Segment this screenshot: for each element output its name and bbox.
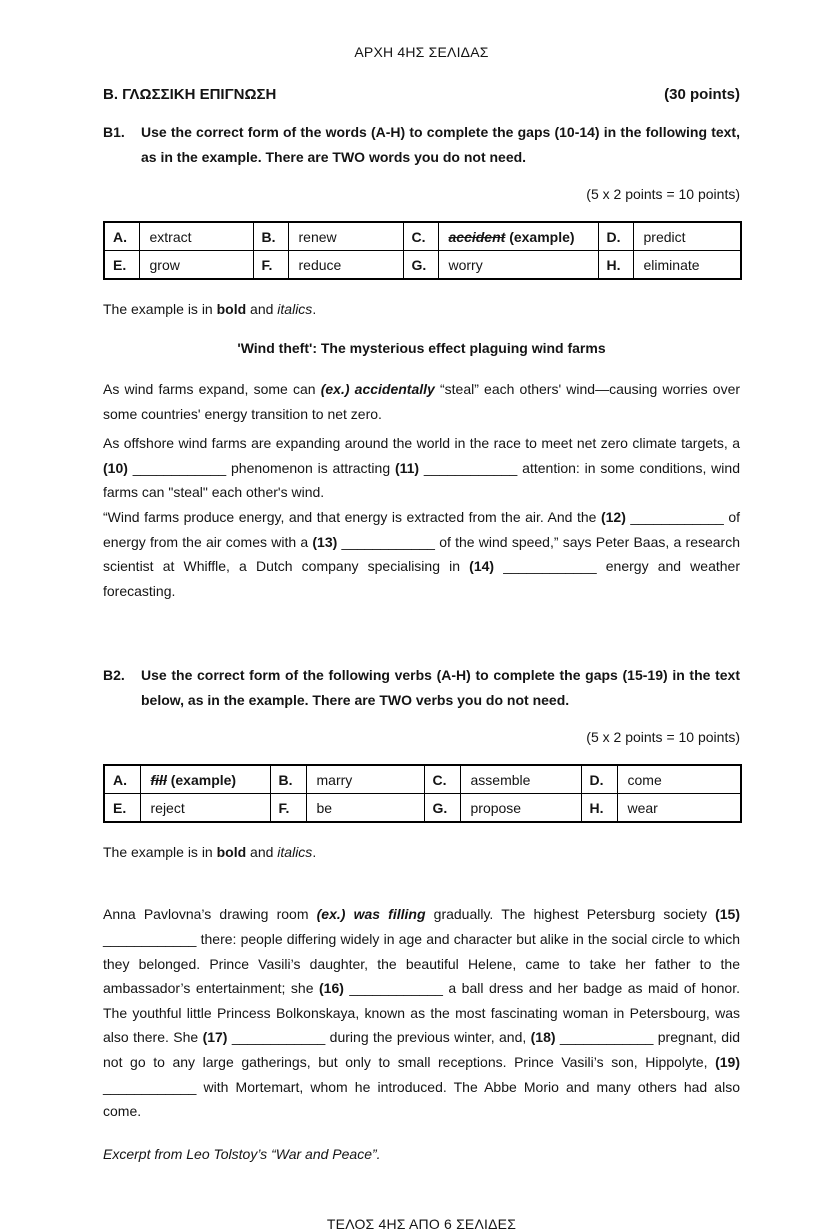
section-heading <box>103 86 740 103</box>
text-segment: (15) <box>715 906 740 923</box>
word-letter-cell: D. <box>598 222 633 251</box>
word-letter-cell: E. <box>104 794 140 823</box>
text-segment: (13) <box>312 533 338 550</box>
text-segment: gradually. The highest Petersburg society <box>425 906 716 923</box>
word-letter-cell: F. <box>253 251 288 280</box>
text-segment: (14) <box>469 558 495 575</box>
text-segment: be <box>316 799 333 816</box>
word-letter-cell: B. <box>270 765 306 794</box>
word-letter-cell: D. <box>581 765 617 794</box>
b2-word-table <box>103 764 742 823</box>
text-segment: (17) <box>202 1029 228 1046</box>
word-table-row <box>104 251 741 280</box>
text-segment: (16) <box>319 980 344 997</box>
word-cell <box>617 794 741 823</box>
text-segment: ____________ during the previous winter, and, <box>227 1029 531 1046</box>
b1-instruction-text: Use the correct form of the words (A-H) to complete the gaps (10-14) in the following text, as in the example. There are TWO words you do not need. <box>141 124 740 165</box>
text-segment: ____________ of the wind speed,” says Peter Baas, a research scientist at Whiffle, a Dutch company specialising in <box>103 533 740 575</box>
text-segment: (example) <box>166 771 237 788</box>
text-segment: ____________ phenomenon is attracting <box>127 459 395 476</box>
word-cell <box>140 765 270 794</box>
word-cell <box>438 222 598 251</box>
b1-example-note <box>103 301 740 317</box>
text-segment: (19) <box>715 1053 740 1070</box>
word-letter-cell: H. <box>581 794 617 823</box>
text-segment: (11) <box>394 459 420 476</box>
section-points: (30 points) <box>664 86 740 103</box>
word-letter-cell: G. <box>403 251 438 280</box>
page-footer: ΤΕΛΟΣ 4ΗΣ ΑΠΟ 6 ΣΕΛΙΔΕΣ <box>326 1215 517 1232</box>
text-segment: (18) <box>530 1029 556 1046</box>
text-segment: (12) <box>600 508 626 525</box>
text-segment: propose <box>470 799 522 816</box>
b1-paragraph-1 <box>103 377 740 426</box>
text-segment: As offshore wind farms are expanding around the world in the race to meet net zero climate targets, a <box>103 435 740 452</box>
text-segment: ____________ energy and weather forecasting. <box>103 558 740 599</box>
text-segment: italics <box>277 301 313 317</box>
b1-text-title: 'Wind theft': The mysterious effect plaguing wind farms <box>237 340 606 356</box>
word-cell <box>460 794 581 823</box>
text-segment: . <box>312 301 317 317</box>
text-segment: (10) <box>103 459 128 476</box>
text-segment: renew <box>298 228 337 245</box>
b1-instruction-block <box>103 120 740 170</box>
text-segment: The example is in <box>103 301 217 317</box>
b2-instruction-text: Use the correct form of the following verbs (A-H) to complete the gaps (15-19) in the text below, as in the example. There are TWO verbs you do not need. <box>141 667 740 709</box>
word-letter-cell: C. <box>403 222 438 251</box>
word-cell <box>288 222 403 251</box>
word-cell <box>460 765 581 794</box>
word-letter-cell: F. <box>270 794 306 823</box>
word-letter-cell: G. <box>424 794 460 823</box>
b1-points-note: (5 x 2 points = 10 points) <box>586 186 740 202</box>
b2-label: B2. <box>103 667 125 684</box>
word-cell <box>306 794 424 823</box>
text-segment: worry <box>448 256 483 273</box>
word-cell <box>139 251 253 280</box>
word-cell <box>140 794 270 823</box>
text-segment: ____________ a ball dress and her badge as maid of honor. The youthful little Princess Bolkonskaya, known as the most fascinating woman in Petersbourg, was also there. She <box>103 980 740 1046</box>
text-segment: fill <box>150 771 167 788</box>
text-segment: (ex.) <box>316 906 346 923</box>
b2-instruction-block <box>103 663 740 713</box>
text-segment: (ex.) accidentally <box>320 381 435 397</box>
text-segment: grow <box>149 256 180 273</box>
word-cell <box>633 251 741 280</box>
word-cell <box>288 251 403 280</box>
text-segment: wear <box>627 799 658 816</box>
text-segment <box>345 906 353 922</box>
b2-example-note <box>103 844 740 860</box>
text-segment: ____________ pregnant, did not go to any large gatherings, but only to small receptions. Prince Vasili’s son, Hippolyte, <box>103 1029 740 1070</box>
text-segment: . <box>312 844 317 861</box>
text-segment: “steal” each others' wind—causing worries over some countries' energy transition to net zero. <box>103 381 741 422</box>
word-cell <box>306 765 424 794</box>
text-segment: come <box>627 771 662 788</box>
text-segment: ____________ of energy from the air comes with a <box>103 508 740 550</box>
b1-paragraph-2 <box>103 431 740 505</box>
text-segment: was filling <box>353 906 426 923</box>
word-letter-cell: A. <box>104 222 139 251</box>
text-segment: and <box>246 301 278 317</box>
word-cell <box>617 765 741 794</box>
text-segment: Anna Pavlovna’s drawing room <box>103 906 317 923</box>
text-segment: marry <box>316 771 353 788</box>
text-segment: bold <box>216 301 247 317</box>
text-segment: eliminate <box>643 256 700 273</box>
word-cell <box>139 222 253 251</box>
text-segment: predict <box>643 228 686 245</box>
word-table-row <box>104 765 741 794</box>
text-segment: assemble <box>470 771 531 788</box>
text-segment: ____________ with Mortemart, whom he introduced. The Abbe Morio and many others had also come. <box>103 1078 740 1120</box>
text-segment: ____________ attention: in some conditions, wind farms can "steal" each other's wind. <box>103 459 740 501</box>
text-segment: As wind farms expand, some can <box>103 381 321 397</box>
text-segment: accident <box>448 228 506 245</box>
text-segment: reject <box>150 799 185 816</box>
word-letter-cell: E. <box>104 251 139 280</box>
b1-word-table <box>103 221 742 280</box>
word-letter-cell: H. <box>598 251 633 280</box>
word-cell <box>438 251 598 280</box>
section-title: Β. ΓΛΩΣΣΙΚΗ ΕΠΙΓΝΩΣΗ <box>103 86 277 103</box>
text-segment: extract <box>149 228 192 245</box>
word-table-row <box>104 794 741 823</box>
word-letter-cell: B. <box>253 222 288 251</box>
text-segment: and <box>246 844 278 861</box>
text-segment: “Wind farms produce energy, and that energy is extracted from the air. And the <box>103 508 601 525</box>
text-segment: ____________ there: people differing widely in age and character but alike in the social circle to which they belonged. Prince Vasili’s daughter, the beautiful Helene, came to take her father to the ambassador’s entertainment; she <box>103 930 740 997</box>
text-segment: reduce <box>298 256 342 273</box>
word-cell <box>633 222 741 251</box>
text-segment: (example) <box>505 228 575 245</box>
word-letter-cell: C. <box>424 765 460 794</box>
text-segment: bold <box>216 844 247 861</box>
b1-paragraph-3 <box>103 505 740 603</box>
b2-points-note: (5 x 2 points = 10 points) <box>586 729 740 746</box>
b1-label: B1. <box>103 124 125 140</box>
text-segment: Excerpt from Leo Tolstoy’s “War and Peace”. <box>103 1145 381 1162</box>
text-segment: The example is in <box>103 844 217 861</box>
word-table-row <box>104 222 741 251</box>
text-segment: italics <box>277 844 313 861</box>
b2-passage <box>103 902 740 1123</box>
page-header: ΑΡΧΗ 4ΗΣ ΣΕΛΙΔΑΣ <box>354 44 489 60</box>
word-letter-cell: A. <box>104 765 140 794</box>
source-note <box>103 1146 740 1162</box>
